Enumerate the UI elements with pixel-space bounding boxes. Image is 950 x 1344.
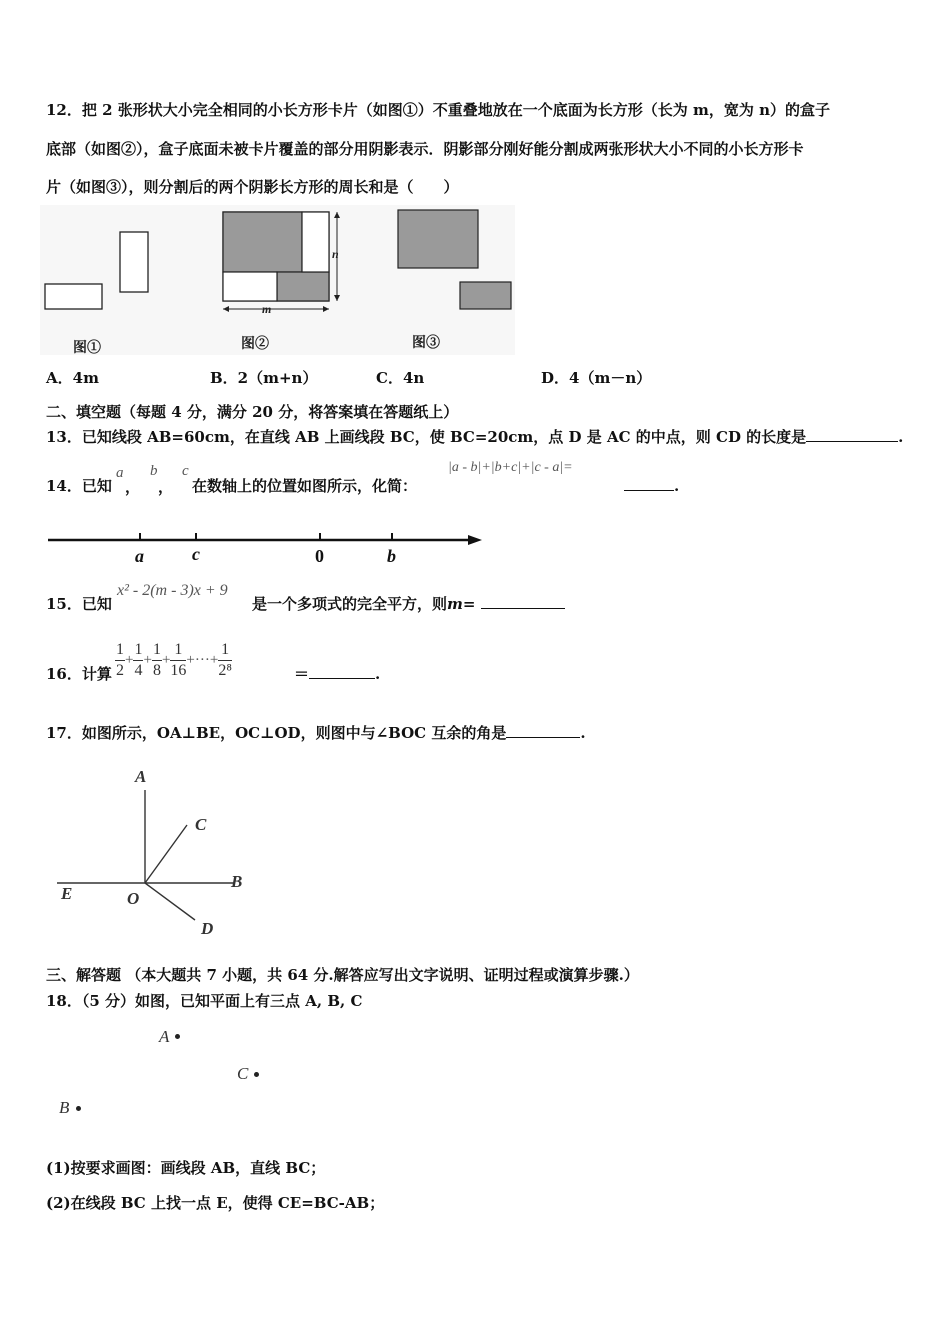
point-c-label: C xyxy=(237,1064,249,1083)
point-a-label: A xyxy=(159,1027,170,1046)
number-line xyxy=(44,515,489,570)
axis-label-b: b xyxy=(387,546,396,566)
q13-answer-blank[interactable] xyxy=(806,427,898,442)
q14-middle: 在数轴上的位置如图所示，化简： xyxy=(192,477,418,495)
q12-option-c: C．4n xyxy=(376,369,425,387)
fig2-label: 图② xyxy=(241,337,269,352)
q16-end: . xyxy=(375,665,381,683)
fraction-2: $\frac{1}{4}$ xyxy=(134,641,143,679)
ray-od xyxy=(145,883,195,920)
q12-option-d: D．4（m－n） xyxy=(541,369,652,387)
axis-label-0: 0 xyxy=(315,546,324,566)
q17-end: . xyxy=(580,724,586,742)
q15-expression: x² - 2(m - 3)x + 9 xyxy=(117,582,228,599)
fraction-5: $\frac{1}{\text{2⁸}}$ xyxy=(218,641,232,679)
point-b-dot xyxy=(76,1106,81,1111)
q12-option-b: B．2（m+n） xyxy=(210,369,318,387)
q18-part-1: (1)按要求画图：画线段 AB，直线 BC； xyxy=(46,1159,326,1177)
label-e: E xyxy=(61,884,73,903)
fig2-vertical-card xyxy=(302,212,329,272)
fraction-3: $\frac{1}{8}$ xyxy=(152,641,161,679)
section-3-title: 三、解答题 （本大题共 7 小题，共 64 分.解答应写出文字说明、证明过程或演算步骤.） xyxy=(46,966,639,984)
q13-end: . xyxy=(898,428,904,446)
fig2-n-label: n xyxy=(332,247,339,261)
q12-option-a: A．4m xyxy=(46,369,99,387)
point-a-dot xyxy=(175,1034,180,1039)
q12-line-2: 底部（如图②），盒子底面未被卡片覆盖的部分用阴影表示．阴影部分刚好能分割成两张形状大小不同的小长方形卡 xyxy=(46,140,804,158)
q13-text: 13．已知线段 AB=60cm，在直线 AB 上画线段 BC，使 BC=20cm，点 D 是 AC 的中点，则 CD 的长度是 xyxy=(46,428,807,446)
q16-answer xyxy=(294,664,380,684)
q14-answer xyxy=(624,476,679,496)
label-c: C xyxy=(195,815,207,834)
ray-oc xyxy=(145,825,187,883)
q15-middle: 是一个多项式的完全平方，则 xyxy=(252,595,448,613)
q14-comma-2: ， xyxy=(158,478,174,496)
q14-end: . xyxy=(674,477,680,495)
fig2-horizontal-card xyxy=(223,272,277,301)
label-a: A xyxy=(135,767,147,786)
axis-label-a: a xyxy=(135,546,144,566)
point-b-label: B xyxy=(59,1098,70,1117)
q16-equals: ＝ xyxy=(294,665,310,683)
q12-line-3: 片（如图③），则分割后的两个阴影长方形的周长和是（ ） xyxy=(46,178,459,196)
q18-points-figure xyxy=(50,1022,290,1122)
q15-rest xyxy=(252,594,565,614)
fraction-1: $\frac{1}{2}$ xyxy=(116,641,124,679)
fig1-vertical-card xyxy=(120,232,148,292)
fig2-shaded-bottom xyxy=(277,272,329,301)
fraction-4: $\frac{1}{16}$ xyxy=(170,641,187,679)
fig1-horizontal-card xyxy=(45,284,102,309)
axis-label-c: c xyxy=(192,544,200,564)
q13 xyxy=(46,427,903,447)
q16-expression: $\frac{1}{2}$ + $\frac{1}{4}$ + $\frac{1}{8}$ + $\frac{1}{16}$ +···+ $\frac{1}{\text{2⁸}}$ xyxy=(116,641,232,679)
q15-answer-blank[interactable] xyxy=(481,594,565,609)
fig1-label: 图① xyxy=(73,341,101,356)
q14-comma-1: ， xyxy=(125,478,141,496)
q17-answer-blank[interactable] xyxy=(506,723,580,738)
label-o: O xyxy=(127,889,140,908)
point-c-dot xyxy=(254,1072,259,1077)
fig3-label: 图③ xyxy=(412,336,440,351)
q12-line-1: 12．把 2 张形状大小完全相同的小长方形卡片（如图①）不重叠地放在一个底面为长方形（长为 m，宽为 n）的盒子 xyxy=(46,101,830,119)
fig3-large-rect xyxy=(398,210,478,268)
q18-text: 18．（5 分）如图，已知平面上有三点 A, B, C xyxy=(46,992,363,1010)
q12-figures xyxy=(40,205,515,360)
q17-angle-figure xyxy=(55,760,260,940)
fig2-shaded-top xyxy=(223,212,302,272)
q14-var-a: a xyxy=(116,465,124,481)
number-line-arrow xyxy=(468,535,482,545)
q14-var-b: b xyxy=(150,463,158,479)
section-2-title: 二、填空题（每题 4 分，满分 20 分，将答案填在答题纸上） xyxy=(46,403,459,421)
q17 xyxy=(46,723,586,743)
q18-part-2: (2)在线段 BC 上找一点 E，使得 CE=BC-AB； xyxy=(46,1194,385,1212)
q14-var-c: c xyxy=(182,463,189,479)
q16-prefix: 16．计算 xyxy=(46,665,112,683)
q14-answer-blank[interactable] xyxy=(624,476,674,491)
label-d: D xyxy=(201,919,214,938)
q14-expression: |a - b|+|b+c|+|c - a|= xyxy=(448,460,573,475)
q15-prefix: 15．已知 xyxy=(46,595,112,613)
q16-answer-blank[interactable] xyxy=(309,664,375,679)
q14-prefix: 14．已知 xyxy=(46,477,112,495)
label-b: B xyxy=(231,872,243,891)
q15-var: m= xyxy=(447,595,476,613)
fig3-small-rect xyxy=(460,282,511,309)
fig2-m-label: m xyxy=(262,302,272,316)
q17-text: 17．如图所示，OA⊥BE，OC⊥OD，则图中与∠BOC 互余的角是 xyxy=(46,724,507,742)
